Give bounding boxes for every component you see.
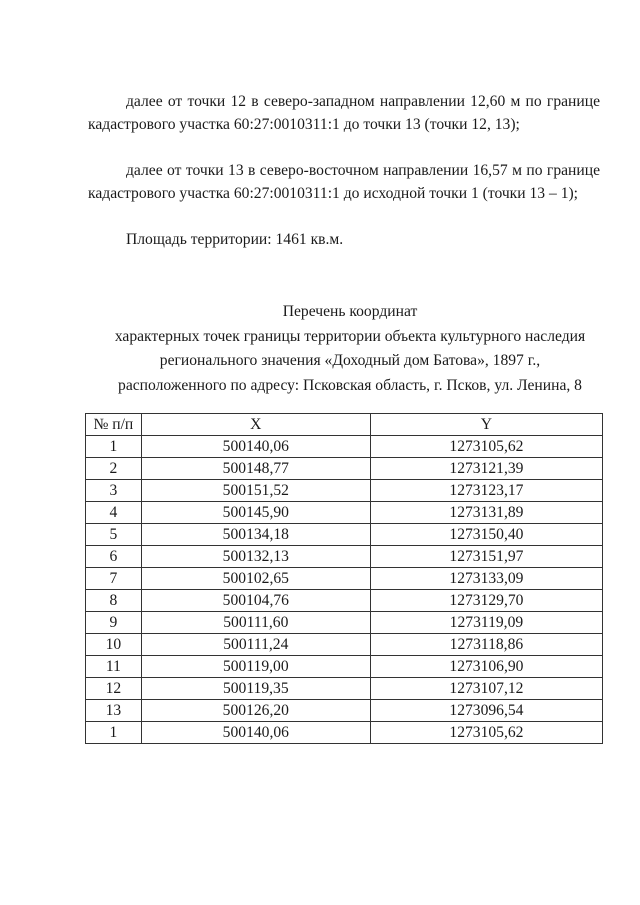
table-row xyxy=(86,634,603,656)
table-row xyxy=(86,436,603,458)
cell-number: 8 xyxy=(86,590,142,612)
column-header-y: Y xyxy=(370,414,602,436)
column-header-x: X xyxy=(141,414,370,436)
cell-x: 500126,20 xyxy=(141,700,370,722)
heading-line-3: регионального значения «Доходный дом Батова», 1897 г., xyxy=(159,352,541,369)
table-row xyxy=(86,480,603,502)
cell-x: 500148,77 xyxy=(141,458,370,480)
cell-y: 1273119,09 xyxy=(370,612,602,634)
cell-y: 1273118,86 xyxy=(370,634,602,656)
cell-y: 1273096,54 xyxy=(370,700,602,722)
cell-number: 5 xyxy=(86,524,142,546)
table-row xyxy=(86,656,603,678)
table-row xyxy=(86,524,603,546)
table-row xyxy=(86,458,603,480)
cell-number: 10 xyxy=(86,634,142,656)
coordinates-table xyxy=(85,413,603,744)
cell-x: 500104,76 xyxy=(141,590,370,612)
paragraph-point-13: далее от точки 13 в северо-восточном направлении 16,57 м по границе кадастрового участка 60:27:0010311:1 до исходной точки 1 (точки 13 – 1); xyxy=(88,162,600,202)
paragraph-area: Площадь территории: 1461 кв.м. xyxy=(126,231,344,248)
table-row xyxy=(86,568,603,590)
table-row xyxy=(86,700,603,722)
cell-number: 4 xyxy=(86,502,142,524)
cell-y: 1273105,62 xyxy=(370,436,602,458)
cell-x: 500119,35 xyxy=(141,678,370,700)
cell-number: 12 xyxy=(86,678,142,700)
cell-x: 500111,24 xyxy=(141,634,370,656)
cell-y: 1273129,70 xyxy=(370,590,602,612)
table-row xyxy=(86,678,603,700)
coordinates-heading xyxy=(60,300,640,398)
heading-line-2: характерных точек границы территории объекта культурного наследия xyxy=(114,327,586,345)
paragraph-point-12: далее от точки 12 в северо-западном направлении 12,60 м по границе кадастрового участка 60:27:0010311:1 до точки 13 (точки 12, 13); xyxy=(88,93,600,133)
cell-y: 1273151,97 xyxy=(370,546,602,568)
cell-x: 500134,18 xyxy=(141,524,370,546)
cell-x: 500140,06 xyxy=(141,722,370,744)
cell-number: 1 xyxy=(86,436,142,458)
cell-x: 500102,65 xyxy=(141,568,370,590)
table-row xyxy=(86,590,603,612)
cell-y: 1273133,09 xyxy=(370,568,602,590)
table-header-row xyxy=(86,414,603,436)
cell-number: 3 xyxy=(86,480,142,502)
column-header-number: № п/п xyxy=(86,414,142,436)
cell-number: 9 xyxy=(86,612,142,634)
cell-x: 500145,90 xyxy=(141,502,370,524)
cell-y: 1273106,90 xyxy=(370,656,602,678)
heading-line-4: расположенного по адресу: Псковская область, г. Псков, ул. Ленина, 8 xyxy=(118,376,582,394)
cell-number: 7 xyxy=(86,568,142,590)
cell-number: 11 xyxy=(86,656,142,678)
table-row xyxy=(86,546,603,568)
cell-y: 1273107,12 xyxy=(370,678,602,700)
heading-line-1: Перечень координат xyxy=(282,303,418,320)
cell-y: 1273131,89 xyxy=(370,502,602,524)
table-row xyxy=(86,722,603,744)
cell-y: 1273123,17 xyxy=(370,480,602,502)
cell-x: 500151,52 xyxy=(141,480,370,502)
table-row xyxy=(86,502,603,524)
cell-number: 6 xyxy=(86,546,142,568)
cell-x: 500119,00 xyxy=(141,656,370,678)
cell-y: 1273150,40 xyxy=(370,524,602,546)
cell-x: 500140,06 xyxy=(141,436,370,458)
table-row xyxy=(86,612,603,634)
cell-y: 1273105,62 xyxy=(370,722,602,744)
cell-x: 500111,60 xyxy=(141,612,370,634)
cell-y: 1273121,39 xyxy=(370,458,602,480)
cell-number: 13 xyxy=(86,700,142,722)
cell-number: 1 xyxy=(86,722,142,744)
cell-x: 500132,13 xyxy=(141,546,370,568)
cell-number: 2 xyxy=(86,458,142,480)
